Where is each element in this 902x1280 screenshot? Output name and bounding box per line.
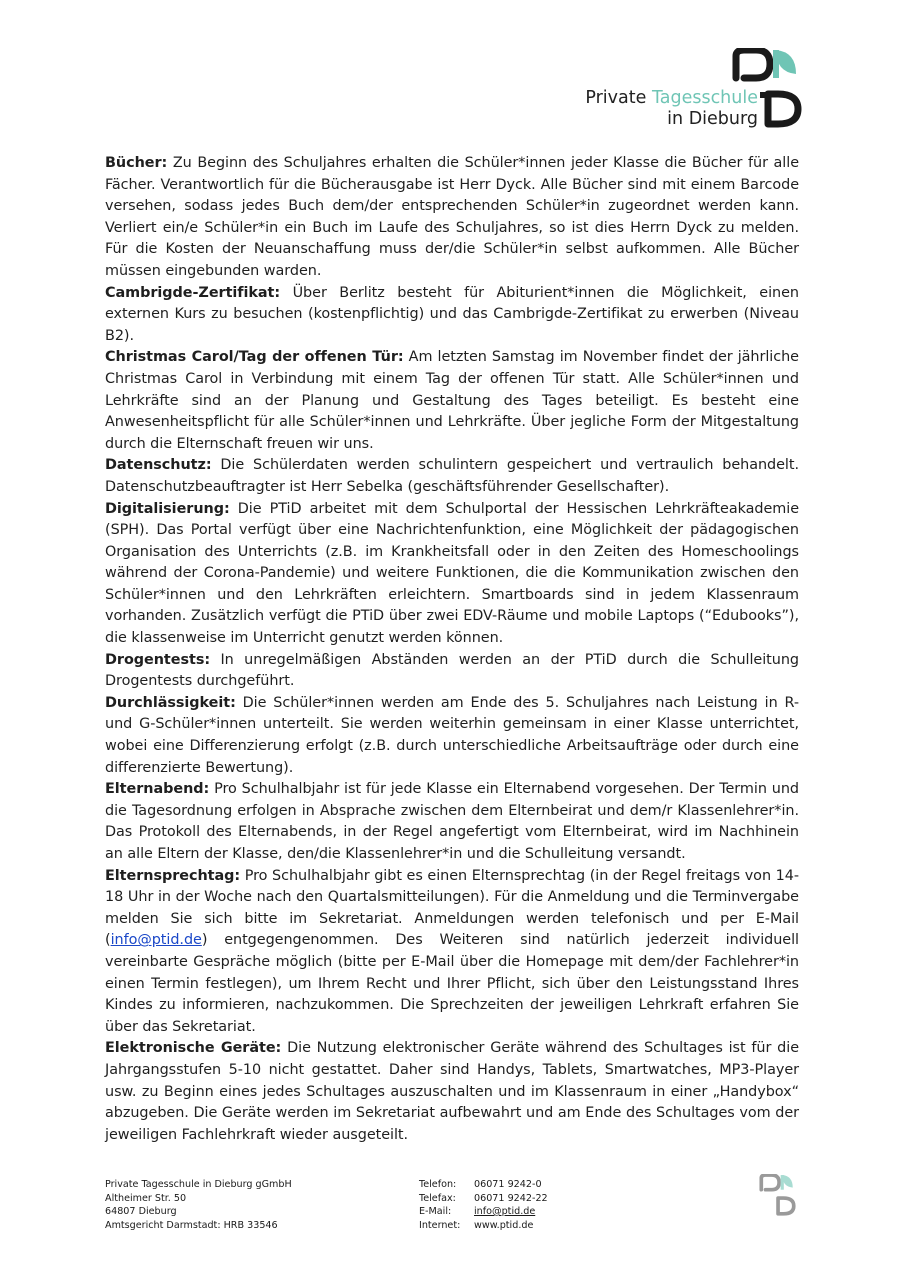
logo-location: in Dieburg: [667, 109, 758, 129]
section-body: Die Schülerdaten werden schulintern gespeichert und vertraulich behandelt. Datenschutzbeauftragter ist Herr Sebelka (geschäftsführender Gesellschafter).: [105, 457, 799, 495]
footer-contact: [419, 1178, 548, 1232]
contact-label: Telefax:: [419, 1192, 456, 1204]
contact-label: E-Mail:: [419, 1206, 452, 1217]
section-digitalisierung: [105, 499, 799, 650]
section-christmas-carol: [105, 347, 799, 455]
contact-value: 06071 9242-0: [474, 1179, 542, 1190]
contact-row-internet: [419, 1219, 548, 1233]
school-logo: [562, 48, 802, 140]
section-term: Christmas Carol/Tag der offenen Tür:: [105, 349, 404, 366]
section-drogentests: [105, 650, 799, 693]
section-term: Elternabend:: [105, 781, 210, 798]
document-body: [105, 153, 799, 1146]
contact-label: Internet:: [419, 1219, 461, 1231]
section-datenschutz: [105, 455, 799, 498]
section-body: Pro Schulhalbjahr gibt es einen Elternsprechtag (in der Regel freitags von 14-18 Uhr in der Woche nach den Quartalsmitteilungen). Für die Anmeldung und die Terminvergabe melden Sie sich bitte im Sekretariat. Anmeldungen werden telefonisch und per E-Mail (: [105, 867, 799, 949]
section-body: Zu Beginn des Schuljahres erhalten die Schüler*innen jeder Klasse die Bücher für alle Fächer. Verantwortlich für die Bücherausgabe ist Herr Dyck. Alle Bücher sind mit einem Barcode versehen, sodass jedes Buch dem/der entsprechenden Schüler*in zugeordnet werden kann. Verliert ein/e Schüler*in ein Buch im Laufe des Schuljahres, so ist dies Herrn Dyck zu melden. Für die Kosten der Neuanschaffung muss der/die Schüler*in selbst aufkommen. Alle Bücher müssen eingebunden warden.: [105, 155, 799, 279]
logo-name-accent: Tagesschule: [651, 88, 758, 108]
contact-row-email: [419, 1205, 548, 1219]
footer-address-line: Altheimer Str. 50: [105, 1192, 187, 1204]
footer-address-line: Amtsgericht Darmstadt: HRB 33546: [105, 1219, 278, 1231]
email-link[interactable]: info@ptid.de: [110, 932, 202, 949]
section-elternsprechtag: [105, 866, 799, 1039]
section-body: In unregelmäßigen Abständen werden an der PTiD durch die Schulleitung Drogentests durchgeführt.: [105, 651, 799, 690]
footer-address-line: 64807 Dieburg: [105, 1206, 177, 1217]
section-body: Die Nutzung elektronischer Geräte während des Schultages ist für die Jahrgangsstufen 5-10 nicht gestattet. Daher sind Handys, Tablets, Smartwatches, MP3-Player usw. zu Beginn eines jedes Schultages auszuschalten und im Klassenraum in einer „Handybox“ abzugeben. Die Geräte werden im Sekretariat aufbewahrt und am Ende des Schultages vom der jeweiligen Fachlehrkraft wieder ausgeteilt.: [105, 1040, 799, 1143]
footer-address: [105, 1178, 292, 1232]
section-body: Die Schüler*innen werden am Ende des 5. Schuljahres nach Leistung in R- und G-Schüler*innen unterteilt. Sie werden weiterhin gemeinsam in einer Klasse unterrichtet, wobei eine Differenzierung erfolgt (z.B. durch unterschiedliche Arbeitsaufträge oder durch eine differenzierte Bewertung).: [105, 694, 799, 776]
footer-website-link[interactable]: www.ptid.de: [474, 1219, 534, 1231]
section-buecher: [105, 153, 799, 283]
section-body: Über Berlitz besteht für Abiturient*innen die Möglichkeit, einen externen Kurs zu besuchen (kostenpflichtig) und das Cambrigde-Zertifikat zu erwerben (Niveau B2).: [105, 284, 799, 344]
section-elektronische-geraete: [105, 1038, 799, 1146]
section-body: Am letzten Samstag im November findet der jährliche Christmas Carol in Verbindung mit einem Tag der offenen Tür statt. Alle Schüler*innen und Lehrkräfte sind an der Planung und Gestaltung des Tages beteiligt. Es besteht eine Anwesenheitspflicht für alle Schüler*innen und Lehrkräfte. Über jegliche Form der Mitgestaltung durch die Elternschaft freuen wir uns.: [105, 349, 799, 452]
section-term: Drogentests:: [105, 651, 211, 668]
section-term: Bücher:: [105, 155, 168, 171]
section-body: ) entgegengenommen. Des Weiteren sind natürlich jederzeit individuell vereinbarte Gespräche möglich (bitte per E-Mail über die Homepage mit dem/der Fachlehrer*in einen Termin festlegen), um Ihrem Recht und Ihrer Pflicht, sich über den Leistungsstand Ihres Kindes zu informieren, nachzukommen. Die Sprechzeiten der jeweiligen Lehrkraft erfahren Sie über das Sekretariat.: [105, 932, 799, 1035]
ptid-logo-small-icon: [755, 1174, 799, 1218]
section-term: Elektronische Geräte:: [105, 1040, 282, 1057]
section-durchlaessigkeit: [105, 693, 799, 779]
footer-email-link[interactable]: info@ptid.de: [474, 1206, 536, 1217]
section-elternabend: [105, 779, 799, 865]
section-cambridge: [105, 283, 799, 348]
section-term: Durchlässigkeit:: [105, 694, 236, 711]
contact-value: 06071 9242-22: [474, 1192, 548, 1204]
section-term: Elternsprechtag:: [105, 867, 241, 884]
logo-text: [585, 88, 758, 130]
section-body: Pro Schulhalbjahr ist für jede Klasse ein Elternabend vorgesehen. Der Termin und die Tagesordnung erfolgen in Absprache zwischen dem Elternbeirat und dem/r Klassenlehrer*in. Das Protokoll des Elternabends, in der Regel angefertigt vom Elternbeirat, wird im Nachhinein an alle Eltern der Klasse, den/die Klassenlehrer*in und die Schulleitung versandt.: [105, 781, 799, 862]
section-term: Digitalisierung:: [105, 500, 230, 517]
footer-address-line: Private Tagesschule in Dieburg gGmbH: [105, 1179, 292, 1190]
section-term: Datenschutz:: [105, 457, 212, 474]
page-footer: [105, 1178, 799, 1238]
contact-row-fax: [419, 1192, 548, 1206]
contact-row-phone: [419, 1178, 548, 1192]
contact-label: Telefon:: [419, 1179, 457, 1190]
section-term: Cambrigde-Zertifikat:: [105, 284, 281, 301]
logo-name-plain: Private: [585, 88, 652, 108]
section-body: Die PTiD arbeitet mit dem Schulportal der Hessischen Lehrkräfteakademie (SPH). Das Portal verfügt über eine Nachrichtenfunktion, eine Möglichkeit der pädagogischen Organisation des Unterrichts (z.B. im Krankheitsfall oder in den Zeiten des Homeschoolings während der Corona-Pandemie) und weitere Funktionen, die die Kommunikation zwischen den Schüler*innen und den Lehrkräften erleichtern. Smartboards sind in jedem Klassenraum vorhanden. Zusätzlich verfügt die PTiD über zwei EDV-Räume und mobile Laptops (“Edubooks”), die klassenweise im Unterricht genutzt werden können.: [105, 500, 799, 647]
